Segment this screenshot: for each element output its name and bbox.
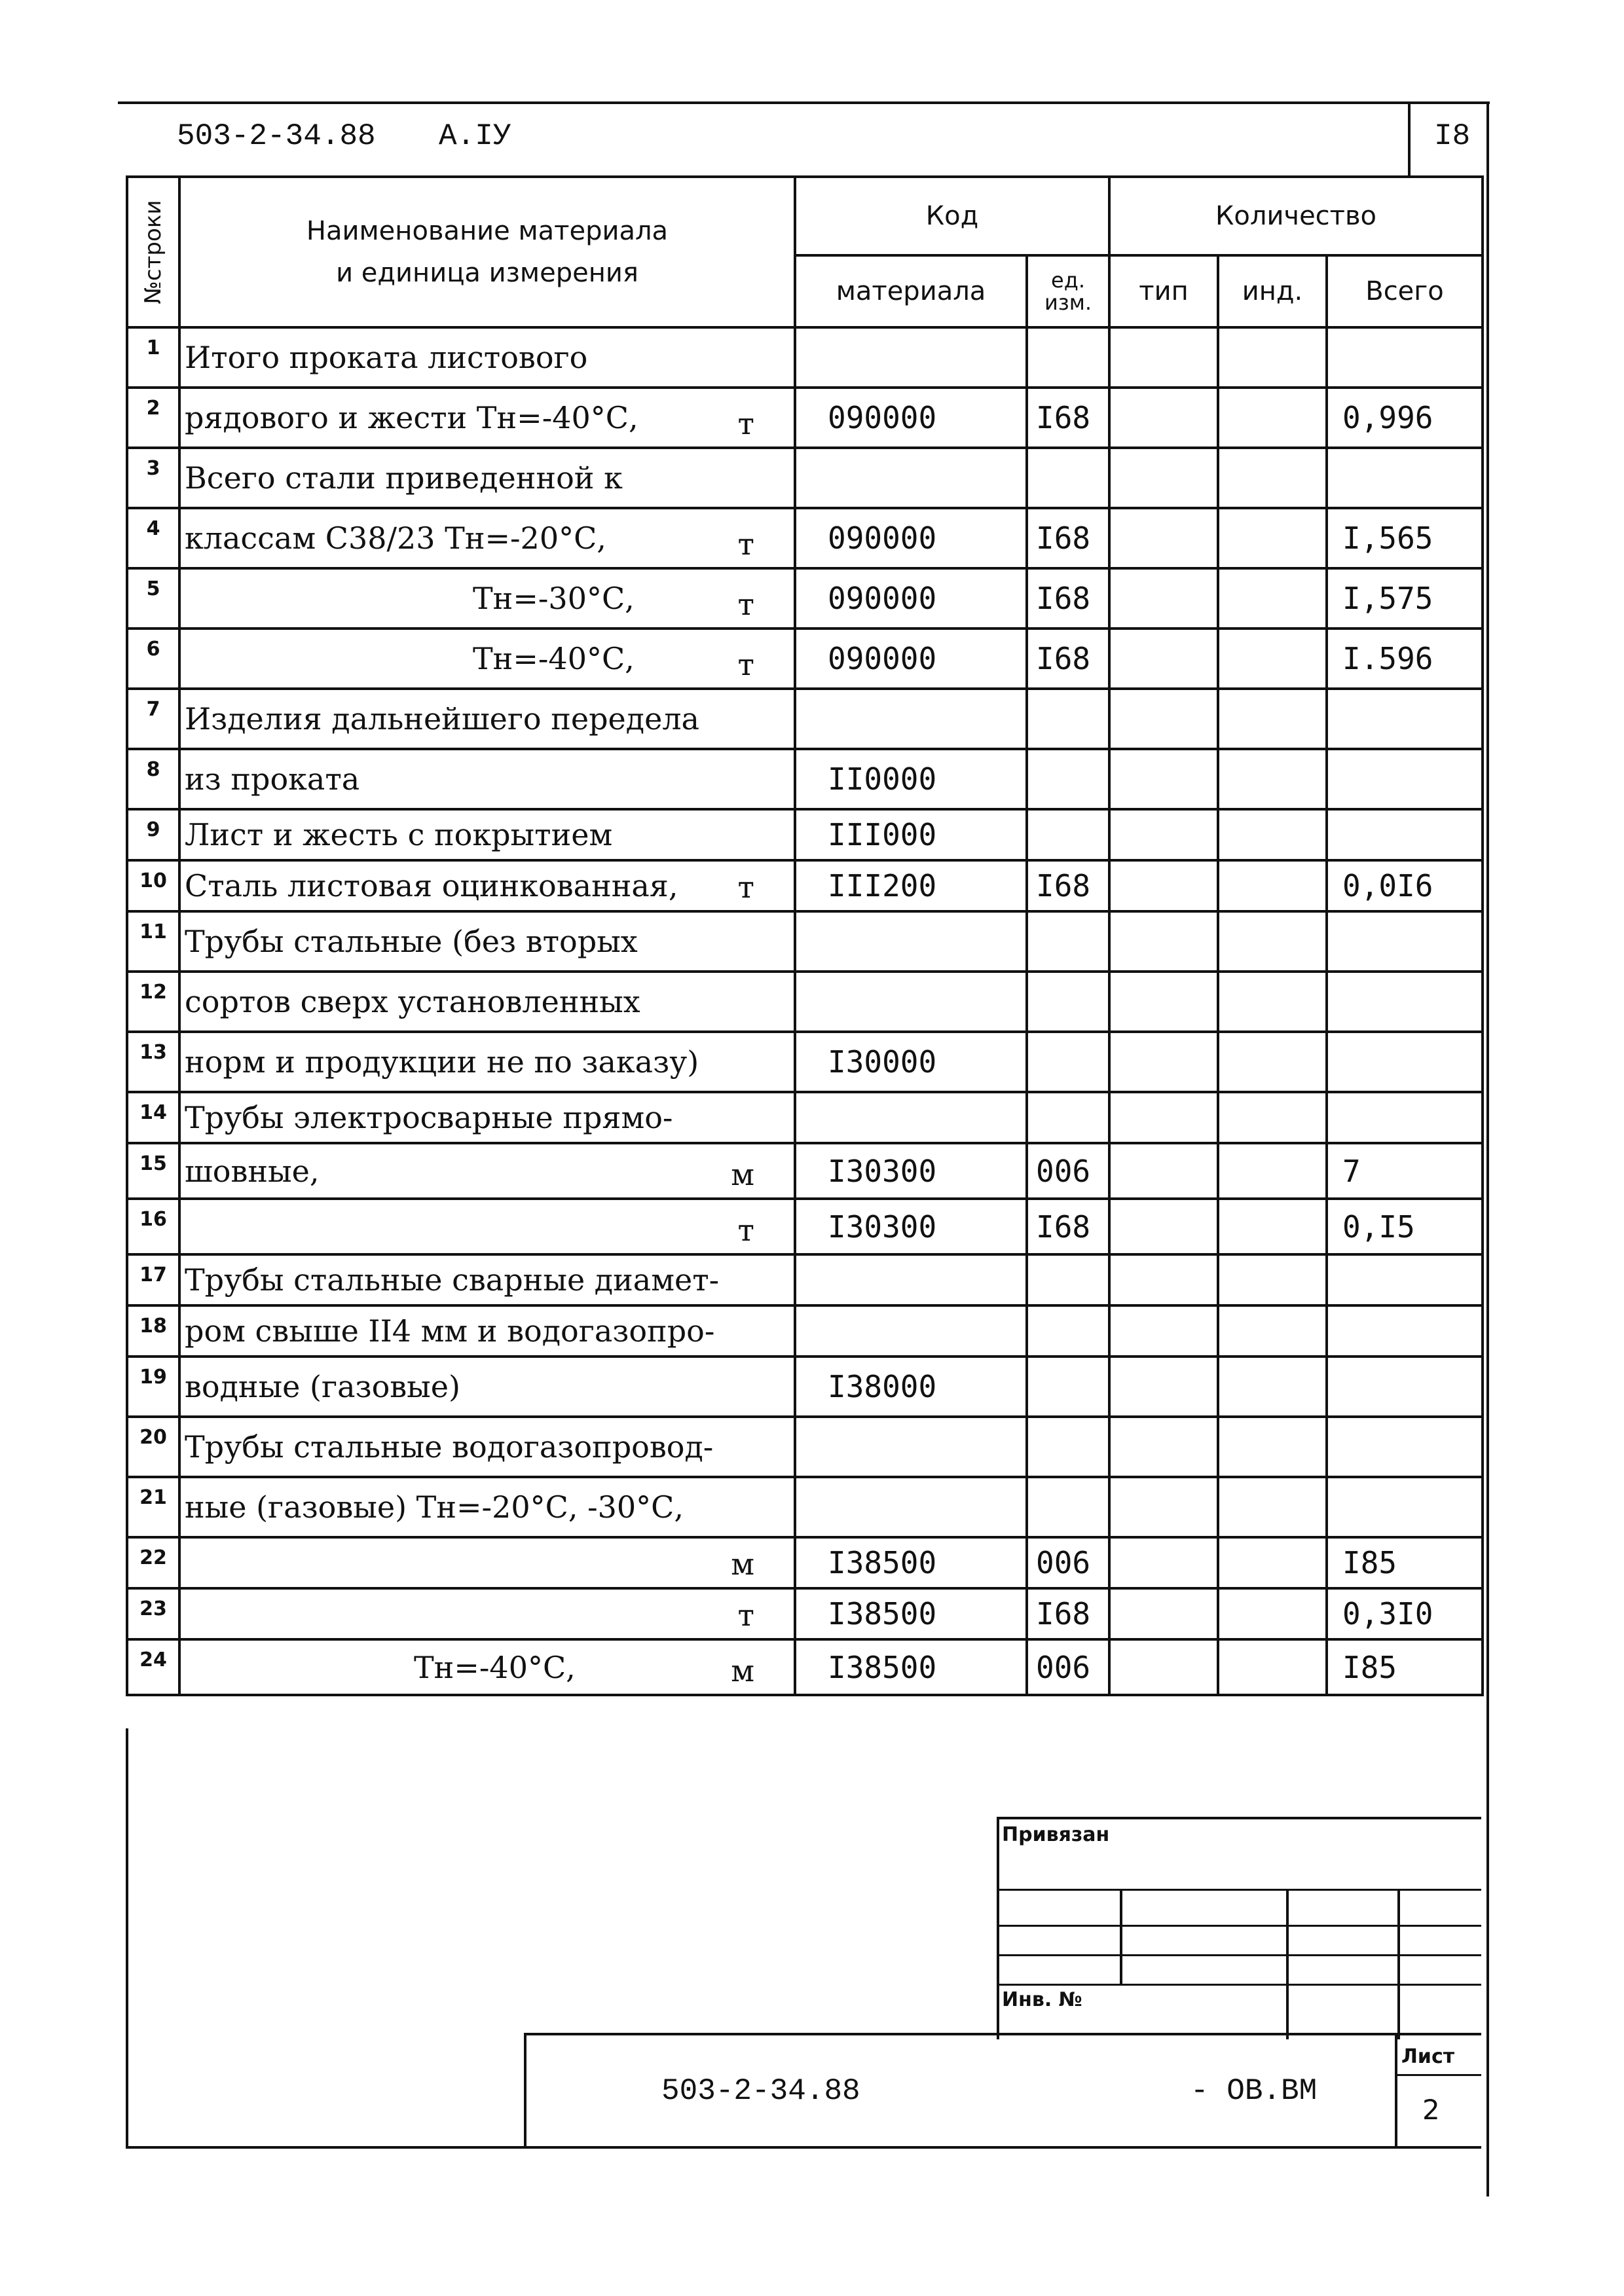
row-name <box>179 448 795 508</box>
row-material-code <box>795 327 1027 388</box>
row-uom-code <box>1027 1254 1109 1305</box>
material-table <box>126 175 1484 1696</box>
row-name <box>179 1305 795 1357</box>
row-material-code <box>795 689 1027 749</box>
row-material-code <box>795 1254 1027 1305</box>
row-uom-code <box>1027 1417 1109 1477</box>
row-material-code: I38500 <box>795 1588 1027 1639</box>
row-name <box>179 809 795 860</box>
row-name <box>179 1092 795 1143</box>
row-name <box>179 860 795 911</box>
row-number: 9 <box>127 809 179 860</box>
title-doc-suffix: - ОВ.ВМ <box>1190 2074 1318 2108</box>
row-name-text: Трубы стальные сварные диамет- <box>185 1262 720 1298</box>
row-uom-code: I68 <box>1027 1588 1109 1639</box>
row-uom-code <box>1027 972 1109 1032</box>
row-unit: т <box>737 406 754 441</box>
row-qty-ind <box>1218 1417 1327 1477</box>
stamp-rule-2 <box>997 1925 1481 1927</box>
sheet-label: Лист <box>1401 2045 1455 2068</box>
row-material-code: I30000 <box>795 1032 1027 1092</box>
sheet-box-divider <box>1395 2074 1481 2076</box>
code-unit-header-line1: ед. <box>1051 268 1085 293</box>
row-qty-total: I85 <box>1327 1537 1483 1588</box>
row-qty-type <box>1109 1639 1218 1695</box>
row-unit: т <box>737 587 754 622</box>
qty-type-header: тип <box>1109 255 1218 327</box>
row-material-code <box>795 1417 1027 1477</box>
row-unit: т <box>737 869 754 905</box>
row-name-text: из проката <box>185 761 360 797</box>
row-number: 13 <box>127 1032 179 1092</box>
row-uom-code <box>1027 911 1109 972</box>
row-qty-total <box>1327 809 1483 860</box>
stamp-bound-label: Привязан <box>1002 1823 1110 1846</box>
row-qty-ind <box>1218 1254 1327 1305</box>
table-row <box>127 1305 1483 1357</box>
row-number: 11 <box>127 911 179 972</box>
row-name-text: Лист и жесть с покрытием <box>185 817 613 852</box>
row-unit: м <box>731 1546 754 1582</box>
row-number: 4 <box>127 508 179 568</box>
row-qty-ind <box>1218 327 1327 388</box>
row-qty-type <box>1109 448 1218 508</box>
row-uom-code: 006 <box>1027 1143 1109 1199</box>
row-qty-total: I,575 <box>1327 568 1483 629</box>
qty-ind-header: инд. <box>1218 255 1327 327</box>
row-name-text: Тн=-30°С, <box>473 581 635 616</box>
row-uom-code <box>1027 1477 1109 1537</box>
row-name-text: Тн=-40°С, <box>473 641 635 676</box>
table-row <box>127 1417 1483 1477</box>
row-qty-type <box>1109 1588 1218 1639</box>
row-name <box>179 1143 795 1199</box>
row-number-header <box>127 177 179 327</box>
row-name-text: классам С38/23 Тн=-20°С, <box>185 520 606 556</box>
table-row <box>127 568 1483 629</box>
row-name-text: Всего стали приведенной к <box>185 460 623 496</box>
row-qty-total: 0,I5 <box>1327 1199 1483 1254</box>
qty-total-header: Всего <box>1327 255 1483 327</box>
row-material-code <box>795 1477 1027 1537</box>
row-uom-code <box>1027 1032 1109 1092</box>
stamp-inv-label: Инв. № <box>1002 1988 1082 2011</box>
row-number: 18 <box>127 1305 179 1357</box>
stamp-top-rule <box>997 1817 1481 1819</box>
row-qty-total: 0,3I0 <box>1327 1588 1483 1639</box>
row-number: 2 <box>127 388 179 448</box>
row-name <box>179 689 795 749</box>
row-name <box>179 1254 795 1305</box>
row-qty-ind <box>1218 448 1327 508</box>
row-uom-code <box>1027 689 1109 749</box>
table-row <box>127 508 1483 568</box>
row-qty-total <box>1327 448 1483 508</box>
row-number: 3 <box>127 448 179 508</box>
code-material-header: материала <box>795 255 1027 327</box>
table-row <box>127 972 1483 1032</box>
row-number: 22 <box>127 1537 179 1588</box>
row-qty-total <box>1327 972 1483 1032</box>
row-qty-ind <box>1218 1588 1327 1639</box>
row-number: 23 <box>127 1588 179 1639</box>
stamp-col-1 <box>1120 1889 1122 1984</box>
row-number: 1 <box>127 327 179 388</box>
row-qty-total <box>1327 1092 1483 1143</box>
row-number: 12 <box>127 972 179 1032</box>
table-row <box>127 1537 1483 1588</box>
table-row <box>127 388 1483 448</box>
header-page-divider <box>1408 101 1411 175</box>
row-qty-total: I,565 <box>1327 508 1483 568</box>
row-name-text: Изделия дальнейшего передела <box>185 701 699 737</box>
row-uom-code: I68 <box>1027 508 1109 568</box>
table-row <box>127 1092 1483 1143</box>
row-qty-total <box>1327 1032 1483 1092</box>
title-block-top-rule <box>524 2033 1481 2035</box>
row-qty-ind <box>1218 1305 1327 1357</box>
row-qty-type <box>1109 860 1218 911</box>
row-number: 7 <box>127 689 179 749</box>
row-qty-total: 0,996 <box>1327 388 1483 448</box>
header-page-number: I8 <box>1434 119 1471 153</box>
title-block-left-rule <box>524 2033 526 2147</box>
row-name-text: водные (газовые) <box>185 1369 460 1404</box>
row-qty-type <box>1109 1477 1218 1537</box>
row-material-code: I38500 <box>795 1639 1027 1695</box>
row-material-code: III000 <box>795 809 1027 860</box>
row-uom-code <box>1027 327 1109 388</box>
row-name-text: ные (газовые) Тн=-20°С, -30°С, <box>185 1489 684 1525</box>
row-qty-ind <box>1218 629 1327 689</box>
stamp-col-3 <box>1397 1889 1400 2039</box>
row-qty-type <box>1109 1537 1218 1588</box>
stamp-rule-3 <box>997 1954 1481 1956</box>
row-qty-ind <box>1218 1357 1327 1417</box>
row-name-text: Трубы электросварные прямо- <box>185 1100 673 1135</box>
row-qty-ind <box>1218 860 1327 911</box>
row-qty-total <box>1327 911 1483 972</box>
row-qty-ind <box>1218 1477 1327 1537</box>
row-qty-ind <box>1218 689 1327 749</box>
code-unit-header <box>1027 255 1109 327</box>
row-qty-type <box>1109 1417 1218 1477</box>
row-number: 5 <box>127 568 179 629</box>
table-row <box>127 448 1483 508</box>
sheet-box-left-rule <box>1395 2033 1397 2147</box>
row-name <box>179 1357 795 1417</box>
stamp-left-rule <box>997 1817 999 2039</box>
row-qty-type <box>1109 911 1218 972</box>
row-number: 8 <box>127 749 179 809</box>
row-qty-ind <box>1218 911 1327 972</box>
row-material-code: II0000 <box>795 749 1027 809</box>
row-qty-type <box>1109 508 1218 568</box>
row-unit: т <box>737 1212 754 1248</box>
row-material-code: I30300 <box>795 1199 1027 1254</box>
table-row <box>127 1032 1483 1092</box>
row-qty-total: I.596 <box>1327 629 1483 689</box>
table-row <box>127 1199 1483 1254</box>
table-row <box>127 1588 1483 1639</box>
row-uom-code: I68 <box>1027 388 1109 448</box>
row-name <box>179 1588 795 1639</box>
row-qty-total <box>1327 1305 1483 1357</box>
row-qty-type <box>1109 689 1218 749</box>
row-uom-code: 006 <box>1027 1639 1109 1695</box>
title-doc-code: 503-2-34.88 <box>661 2074 860 2108</box>
row-material-code: 090000 <box>795 629 1027 689</box>
row-material-code <box>795 1305 1027 1357</box>
row-name-text: Тн=-40°С, <box>414 1649 576 1685</box>
row-name-text: Трубы стальные водогазопровод- <box>185 1429 714 1465</box>
row-name-text: норм и продукции не по заказу) <box>185 1044 699 1080</box>
row-qty-ind <box>1218 568 1327 629</box>
code-header: Код <box>795 177 1109 255</box>
row-unit: т <box>737 1597 754 1633</box>
row-qty-type <box>1109 1143 1218 1199</box>
row-qty-type <box>1109 749 1218 809</box>
row-qty-total: I85 <box>1327 1639 1483 1695</box>
row-qty-ind <box>1218 1537 1327 1588</box>
row-number: 17 <box>127 1254 179 1305</box>
table-row <box>127 749 1483 809</box>
row-unit: т <box>737 526 754 562</box>
row-uom-code <box>1027 1092 1109 1143</box>
row-qty-ind <box>1218 508 1327 568</box>
row-uom-code: I68 <box>1027 1199 1109 1254</box>
row-qty-total: 0,0I6 <box>1327 860 1483 911</box>
row-name <box>179 1032 795 1092</box>
row-material-code: I38000 <box>795 1357 1027 1417</box>
row-qty-ind <box>1218 749 1327 809</box>
row-material-code: 090000 <box>795 388 1027 448</box>
row-uom-code <box>1027 448 1109 508</box>
row-material-code: 090000 <box>795 508 1027 568</box>
row-qty-type <box>1109 629 1218 689</box>
row-qty-type <box>1109 1254 1218 1305</box>
row-qty-type <box>1109 1032 1218 1092</box>
row-name <box>179 911 795 972</box>
frame-left-rule <box>126 1728 128 2147</box>
row-material-code: I30300 <box>795 1143 1027 1199</box>
row-name <box>179 508 795 568</box>
table-row <box>127 1143 1483 1199</box>
row-number: 16 <box>127 1199 179 1254</box>
table-row <box>127 689 1483 749</box>
row-qty-total <box>1327 1254 1483 1305</box>
row-name-text: Итого проката листового <box>185 340 588 375</box>
row-qty-ind <box>1218 972 1327 1032</box>
row-name-text: шовные, <box>185 1153 320 1189</box>
row-uom-code <box>1027 1357 1109 1417</box>
sheet-number: 2 <box>1422 2094 1440 2126</box>
row-name <box>179 972 795 1032</box>
row-name-text: сортов сверх установленных <box>185 984 640 1019</box>
row-material-code <box>795 448 1027 508</box>
row-uom-code: 006 <box>1027 1537 1109 1588</box>
header-doc-code: 503-2-34.88 <box>177 119 376 153</box>
row-name-text: рядового и жести Тн=-40°С, <box>185 400 638 435</box>
row-name-text: Сталь листовая оцинкованная, <box>185 868 678 903</box>
table-row <box>127 860 1483 911</box>
row-qty-type <box>1109 1092 1218 1143</box>
row-qty-total <box>1327 1357 1483 1417</box>
stamp-rule-4 <box>997 1984 1481 1986</box>
row-name-text: Трубы стальные (без вторых <box>185 924 638 959</box>
row-number: 15 <box>127 1143 179 1199</box>
row-qty-ind <box>1218 388 1327 448</box>
row-number: 10 <box>127 860 179 911</box>
row-qty-ind <box>1218 809 1327 860</box>
row-name <box>179 1537 795 1588</box>
row-number: 14 <box>127 1092 179 1143</box>
row-qty-type <box>1109 972 1218 1032</box>
row-name <box>179 1417 795 1477</box>
row-number: 6 <box>127 629 179 689</box>
row-name <box>179 327 795 388</box>
qty-header: Количество <box>1109 177 1483 255</box>
frame-bottom-rule <box>126 2146 1481 2149</box>
row-qty-type <box>1109 1199 1218 1254</box>
right-margin-rule <box>1486 101 1489 2196</box>
code-unit-header-line2: изм. <box>1044 290 1092 315</box>
stamp-col-2 <box>1286 1889 1289 2039</box>
row-qty-type <box>1109 1357 1218 1417</box>
row-name <box>179 568 795 629</box>
stamp-rule-1 <box>997 1889 1481 1891</box>
approval-stamp <box>997 1817 1481 2039</box>
row-name <box>179 749 795 809</box>
row-qty-ind <box>1218 1639 1327 1695</box>
table-row <box>127 809 1483 860</box>
row-name <box>179 1639 795 1695</box>
row-qty-ind <box>1218 1092 1327 1143</box>
name-header-line2: и единица измерения <box>336 258 638 288</box>
row-unit: м <box>731 1653 754 1688</box>
row-qty-total: 7 <box>1327 1143 1483 1199</box>
table-row <box>127 1477 1483 1537</box>
row-qty-ind <box>1218 1199 1327 1254</box>
row-qty-type <box>1109 388 1218 448</box>
row-qty-type <box>1109 568 1218 629</box>
row-material-code <box>795 911 1027 972</box>
row-number-header-label: №строки <box>140 200 166 304</box>
row-qty-type <box>1109 809 1218 860</box>
row-name <box>179 388 795 448</box>
name-header-line1: Наименование материала <box>306 216 669 246</box>
table-row <box>127 629 1483 689</box>
row-qty-type <box>1109 1305 1218 1357</box>
row-unit: т <box>737 647 754 682</box>
row-uom-code: I68 <box>1027 860 1109 911</box>
row-uom-code <box>1027 749 1109 809</box>
table-row <box>127 1254 1483 1305</box>
header-section: А.IУ <box>439 119 511 153</box>
row-number: 19 <box>127 1357 179 1417</box>
row-name-text: ром свыше II4 мм и водогазопро- <box>185 1313 715 1349</box>
row-qty-ind <box>1218 1032 1327 1092</box>
row-name <box>179 1199 795 1254</box>
row-qty-total <box>1327 689 1483 749</box>
row-name <box>179 1477 795 1537</box>
row-uom-code <box>1027 809 1109 860</box>
table-row <box>127 1639 1483 1695</box>
row-material-code: I38500 <box>795 1537 1027 1588</box>
name-header <box>179 177 795 327</box>
row-qty-ind <box>1218 1143 1327 1199</box>
row-qty-total <box>1327 749 1483 809</box>
row-number: 20 <box>127 1417 179 1477</box>
row-qty-total <box>1327 1477 1483 1537</box>
row-name <box>179 629 795 689</box>
row-unit: м <box>731 1157 754 1192</box>
row-number: 24 <box>127 1639 179 1695</box>
material-table-body <box>127 327 1483 1695</box>
row-qty-type <box>1109 327 1218 388</box>
header-top-rule <box>118 101 1490 104</box>
row-number: 21 <box>127 1477 179 1537</box>
row-uom-code: I68 <box>1027 629 1109 689</box>
row-uom-code: I68 <box>1027 568 1109 629</box>
row-material-code: III200 <box>795 860 1027 911</box>
row-qty-total <box>1327 1417 1483 1477</box>
row-uom-code <box>1027 1305 1109 1357</box>
table-row <box>127 911 1483 972</box>
row-material-code <box>795 1092 1027 1143</box>
row-material-code: 090000 <box>795 568 1027 629</box>
row-qty-total <box>1327 327 1483 388</box>
table-row <box>127 327 1483 388</box>
row-material-code <box>795 972 1027 1032</box>
table-row <box>127 1357 1483 1417</box>
